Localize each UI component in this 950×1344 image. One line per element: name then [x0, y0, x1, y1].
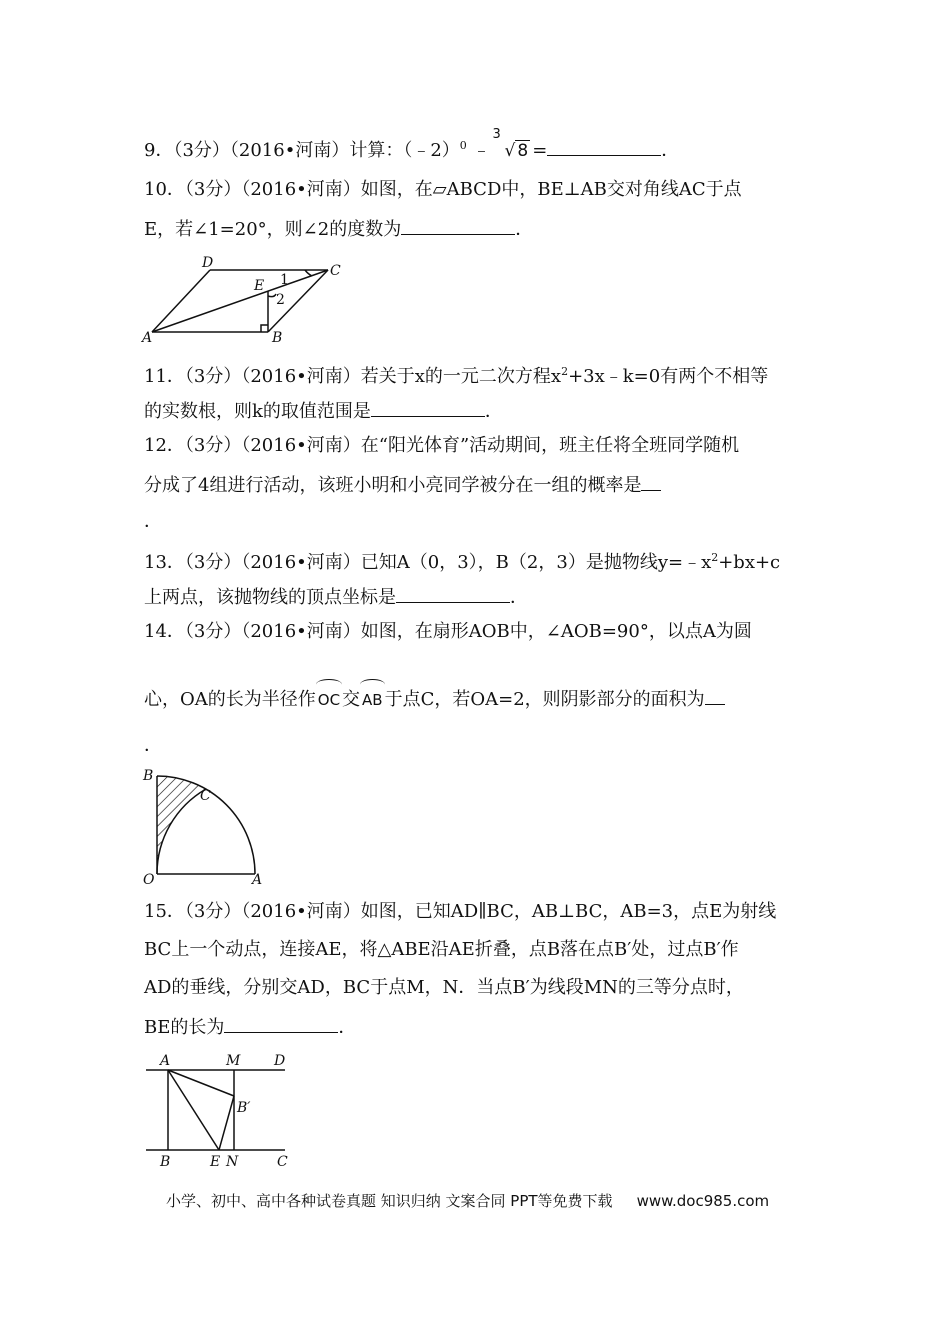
answer-blank-11[interactable] — [371, 398, 485, 417]
q13-text1b: +bx+c — [718, 552, 781, 573]
fig15-label-d: D — [274, 1053, 286, 1069]
q9-exponent: 0 — [459, 139, 467, 152]
q14-line3: ． — [144, 735, 162, 756]
fig15-label-c: C — [277, 1154, 288, 1170]
fig10-label-c: C — [330, 263, 341, 279]
q13-text2: 上两点，该抛物线的顶点坐标是 — [144, 587, 396, 608]
q11-end: ． — [484, 401, 503, 422]
q14-text2a: 心，OA的长为半径作 — [144, 689, 316, 710]
q11-line1 — [144, 360, 768, 389]
fig10-label-a: A — [142, 330, 153, 346]
q14-line1: 14．（3分）（2016•河南）如图，在扇形AOB中，∠AOB=90°，以点A为圆 — [144, 621, 752, 642]
q13-end: ． — [510, 587, 528, 608]
q13-line1 — [144, 546, 780, 575]
fig10-label-d: D — [202, 255, 214, 271]
q12-line1: 12．（3分）（2016•河南）在“阳光体育”活动期间，班主任将全班同学随机 — [144, 435, 740, 456]
fig15-label-a: A — [160, 1053, 171, 1069]
q10-line2 — [144, 216, 533, 242]
q12-line3: ． — [144, 511, 162, 532]
fold-figure — [140, 1048, 300, 1172]
q13-line2 — [144, 584, 528, 610]
answer-blank-15[interactable] — [224, 1014, 338, 1033]
answer-blank-10[interactable] — [401, 216, 515, 235]
fig14-label-c: C — [200, 788, 211, 804]
root-index: 3 — [492, 127, 501, 142]
q15-line3: AD的垂线，分别交AD，BC于点M，N．当点B′为线段MN的三等分点时， — [144, 977, 744, 998]
q11-text2: 的实数根，则k的取值范围是 — [144, 401, 371, 422]
footer-text: 小学、初中、高中各种试卷真题 知识归纳 文案合同 PPT等免费下载 — [166, 1192, 613, 1210]
fig14-label-a: A — [252, 872, 263, 888]
q11-text1a: 11．（3分）（2016•河南）若关于x的一元二次方程x — [144, 366, 562, 387]
q15-line4 — [144, 1014, 356, 1040]
q15-end: ． — [338, 1017, 357, 1038]
answer-blank-12[interactable] — [641, 472, 661, 491]
answer-blank-14[interactable] — [705, 686, 725, 705]
fig15-label-n: N — [226, 1154, 239, 1170]
page-footer — [166, 1190, 769, 1211]
q9-minus: ﹣ — [472, 140, 491, 161]
fig10-label-b: B — [272, 330, 283, 346]
q12-text2: 分成了4组进行活动，该班小明和小亮同学被分在一组的概率是 — [144, 475, 642, 496]
q12-line2 — [144, 472, 661, 498]
fig10-label-e: E — [254, 278, 265, 294]
fig15-label-bprime: B′ — [237, 1100, 251, 1116]
q15-line2: BC上一个动点，连接AE，将△ABE沿AE折叠，点B落在点B′处，过点B′作 — [144, 939, 739, 960]
answer-blank-9[interactable] — [547, 137, 661, 156]
parallelogram-figure — [140, 254, 350, 346]
q9-text: 9．（3分）（2016•河南）计算：（﹣2） — [144, 140, 460, 161]
q14-text2b: 交 — [342, 689, 361, 710]
q14-text2c: 于点C，若OA=2，则阴影部分的面积为 — [384, 689, 705, 710]
arc-ab: AB — [360, 688, 385, 712]
q10-end: ． — [515, 219, 534, 240]
fig14-label-o: O — [143, 872, 155, 888]
q15-line1: 15．（3分）（2016•河南）如图，已知AD∥BC，AB⊥BC，AB=3，点E为射线 — [144, 901, 777, 922]
q10-text2: E，若∠1=20°，则∠2的度数为 — [144, 219, 402, 240]
q11-sup: 2 — [561, 365, 569, 378]
q9-eq: = — [532, 140, 548, 161]
arc-oc: OC — [316, 688, 342, 712]
q11-text1b: +3x﹣k=0有两个不相等 — [568, 366, 769, 387]
q10-line1: 10．（3分）（2016•河南）如图，在▱ABCD中，BE⊥AB交对角线AC于点 — [144, 179, 742, 200]
q13-text1a: 13．（3分）（2016•河南）已知A（0，3），B（2，3）是抛物线y=﹣x — [144, 552, 712, 573]
fig10-label-1: 1 — [280, 272, 289, 288]
fig15-label-b: B — [160, 1154, 171, 1170]
cube-root — [492, 127, 531, 163]
radicand: 8 — [517, 141, 529, 161]
q9-end: ． — [661, 140, 680, 161]
fig15-label-m: M — [226, 1053, 241, 1069]
sector-figure — [140, 764, 270, 890]
fig14-label-b: B — [143, 768, 154, 784]
q14-line2 — [144, 686, 725, 712]
root-symbol: √ — [504, 141, 516, 161]
fig15-label-e: E — [210, 1154, 221, 1170]
footer-url[interactable]: www.doc985.com — [636, 1192, 770, 1210]
answer-blank-13[interactable] — [396, 584, 510, 603]
q13-sup: 2 — [711, 551, 719, 564]
q11-line2 — [144, 398, 503, 424]
q9-line — [144, 127, 680, 163]
fig10-label-2: 2 — [276, 292, 285, 308]
q15-text4: BE的长为 — [144, 1017, 225, 1038]
